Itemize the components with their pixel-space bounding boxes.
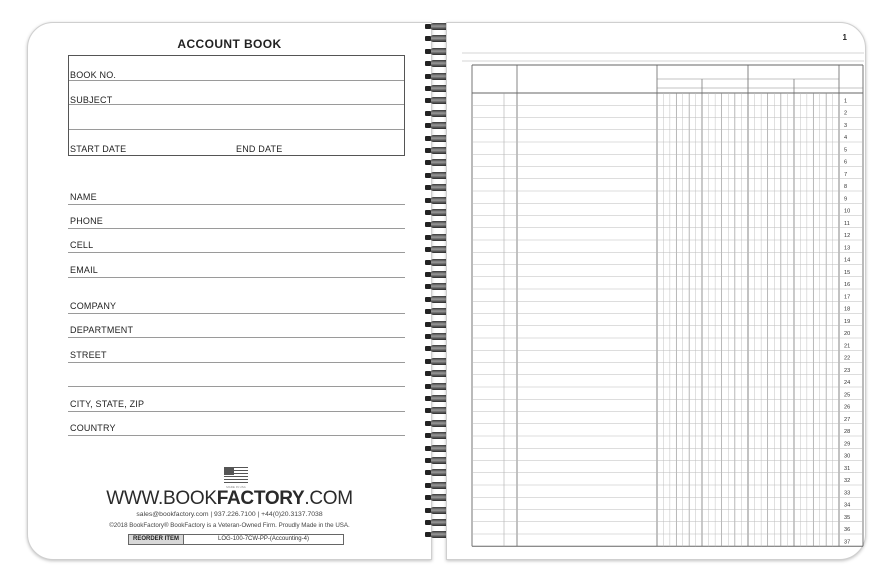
- row-number: 37: [844, 539, 851, 546]
- row-number: 29: [844, 441, 851, 448]
- right-page: [446, 22, 866, 560]
- city-state-zip-label: CITY, STATE, ZIP: [70, 399, 145, 409]
- reorder-label: REORDER ITEM: [129, 535, 184, 544]
- row-number: 16: [844, 282, 851, 288]
- website-url: WWW.BOOKFACTORY.COM: [106, 488, 353, 509]
- row-number: 35: [844, 514, 851, 521]
- row-number: 15: [844, 269, 851, 276]
- row-number: 13: [844, 245, 851, 252]
- subject-label: SUBJECT: [70, 95, 113, 105]
- row-number: 5: [844, 147, 848, 154]
- row-number: 2: [844, 110, 848, 117]
- book-info-box: [68, 55, 405, 156]
- row-number: 1: [844, 98, 848, 105]
- street-label: STREET: [70, 350, 107, 360]
- page-number: 1: [842, 33, 847, 42]
- row-number: 23: [844, 367, 851, 374]
- row-number: 25: [844, 392, 851, 399]
- copyright-line: ©2018 BookFactory® BookFactory is a Veteran-Owned Firm. Proudly Made in the USA.: [109, 522, 350, 529]
- phone-line: [68, 228, 405, 229]
- row-number: 10: [844, 208, 851, 215]
- country-label: COUNTRY: [70, 423, 116, 433]
- street-line-2: [68, 386, 405, 387]
- row-number: 18: [844, 306, 851, 313]
- cell-label: CELL: [70, 240, 94, 250]
- ledger-grid: [447, 23, 865, 559]
- reorder-code: LOG-100-7CW-PP-(Accounting-4): [218, 536, 309, 542]
- row-number: 31: [844, 465, 851, 472]
- row-number: 6: [844, 159, 848, 166]
- row-number: 36: [844, 527, 851, 533]
- cell-line: [68, 252, 405, 253]
- row-number: 22: [844, 355, 851, 362]
- row-number: 12: [844, 233, 851, 239]
- row-number: 4: [844, 135, 848, 141]
- contact-line: sales@bookfactory.com | 937.226.7100 | +44(0)20.3137.7038: [136, 511, 323, 518]
- page-title: ACCOUNT BOOK: [177, 37, 282, 51]
- row-number: 11: [844, 220, 850, 227]
- row-number: 8: [844, 184, 848, 190]
- city-state-zip-line: [68, 411, 405, 412]
- left-page: [27, 22, 432, 560]
- row-number: 21: [844, 343, 851, 350]
- row-number: 20: [844, 331, 851, 337]
- email-label: EMAIL: [70, 265, 99, 275]
- name-label: NAME: [70, 192, 97, 202]
- street-line: [68, 362, 405, 363]
- flag-caption: MADE IN USA: [226, 485, 246, 489]
- phone-label: PHONE: [70, 216, 104, 226]
- row-number: 7: [844, 171, 848, 178]
- company-label: COMPANY: [70, 301, 117, 311]
- row-number: 9: [844, 196, 848, 203]
- name-line: [68, 204, 405, 205]
- row-number: 24: [844, 380, 851, 386]
- row-number: 30: [844, 453, 851, 460]
- row-number: 34: [844, 502, 851, 509]
- row-number: 28: [844, 429, 851, 435]
- row-number: 32: [844, 478, 851, 484]
- start-date-label: START DATE: [70, 144, 127, 154]
- country-line: [68, 435, 405, 436]
- row-number: 26: [844, 404, 851, 411]
- reorder-box: [128, 534, 344, 545]
- row-number: 17: [844, 294, 851, 301]
- usa-flag-icon: [224, 467, 248, 484]
- row-number: 3: [844, 122, 848, 129]
- department-label: DEPARTMENT: [70, 325, 134, 335]
- row-number: 33: [844, 490, 851, 497]
- company-line: [68, 313, 405, 314]
- row-number: 14: [844, 257, 851, 264]
- row-number: 19: [844, 318, 851, 325]
- row-number: 27: [844, 416, 851, 423]
- end-date-label: END DATE: [236, 144, 283, 154]
- email-line: [68, 277, 405, 278]
- department-line: [68, 337, 405, 338]
- book-no-label: BOOK NO.: [70, 70, 117, 80]
